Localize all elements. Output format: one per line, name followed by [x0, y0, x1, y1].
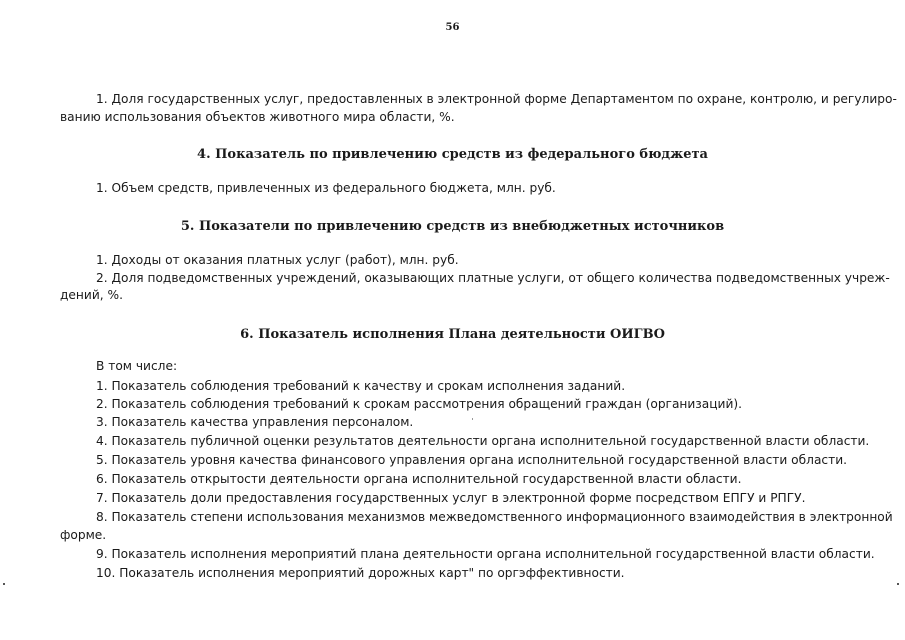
section-6-item-continuation: форме.: [60, 528, 107, 542]
section-5-item-2-line-2: дений, %.: [60, 288, 123, 302]
section-6-item: 7. Показатель доли предоставления государственных услуг в электронной форме посредством ЕПГУ и РПГУ.: [96, 491, 806, 505]
section-6-item: 9. Показатель исполнения мероприятий плана деятельности органа исполнительной государственной власти области.: [96, 547, 875, 561]
section-5-item-1: 1. Доходы от оказания платных услуг (работ), млн. руб.: [96, 253, 459, 267]
section-6-item: 4. Показатель публичной оценки результатов деятельности органа исполнительной государственной власти области.: [96, 434, 870, 448]
scan-artifact-left: [3, 583, 5, 585]
section-5-heading: 5. Показатели по привлечению средств из внебюджетных источников: [180, 219, 725, 234]
section-6-item: 3. Показатель качества управления персоналом.: [96, 415, 414, 429]
section-6-item: 1. Показатель соблюдения требований к качеству и срокам исполнения заданий.: [96, 379, 626, 393]
scan-artifact-right: [897, 583, 899, 585]
section-4-heading: 4. Показатель по привлечению средств из федерального бюджета: [197, 147, 708, 162]
section-6-item: 10. Показатель исполнения мероприятий дорожных карт" по оргэффективности.: [96, 566, 625, 580]
page-number: 56: [445, 22, 460, 33]
section-3-item-1-line-1: 1. Доля государственных услуг, предоставленных в электронной форме Департаментом по охране, контролю, и регулиро-: [96, 92, 897, 106]
section-6-item: 5. Показатель уровня качества финансового управления органа исполнительной государственной власти области.: [96, 453, 848, 467]
section-6-item: 2. Показатель соблюдения требований к срокам рассмотрения обращений граждан (организаций).: [96, 397, 743, 411]
section-6-intro: В том числе:: [96, 359, 178, 373]
section-6-heading: 6. Показатель исполнения Плана деятельности ОИГВО: [240, 327, 665, 342]
section-3-item-1-line-2: ванию использования объектов животного мира области, %.: [60, 110, 455, 124]
section-6-item: 8. Показатель степени использования механизмов межведомственного информационного взаимодействия в электронной: [96, 510, 893, 524]
section-5-item-2-line-1: 2. Доля подведомственных учреждений, оказывающих платные услуги, от общего количества подведомственных учреж-: [96, 271, 890, 285]
section-6-item: 6. Показатель открытости деятельности органа исполнительной государственной власти области.: [96, 472, 742, 486]
section-4-item-1: 1. Объем средств, привлеченных из федерального бюджета, млн. руб.: [96, 181, 556, 195]
scan-artifact-mark: ˙: [470, 418, 475, 429]
